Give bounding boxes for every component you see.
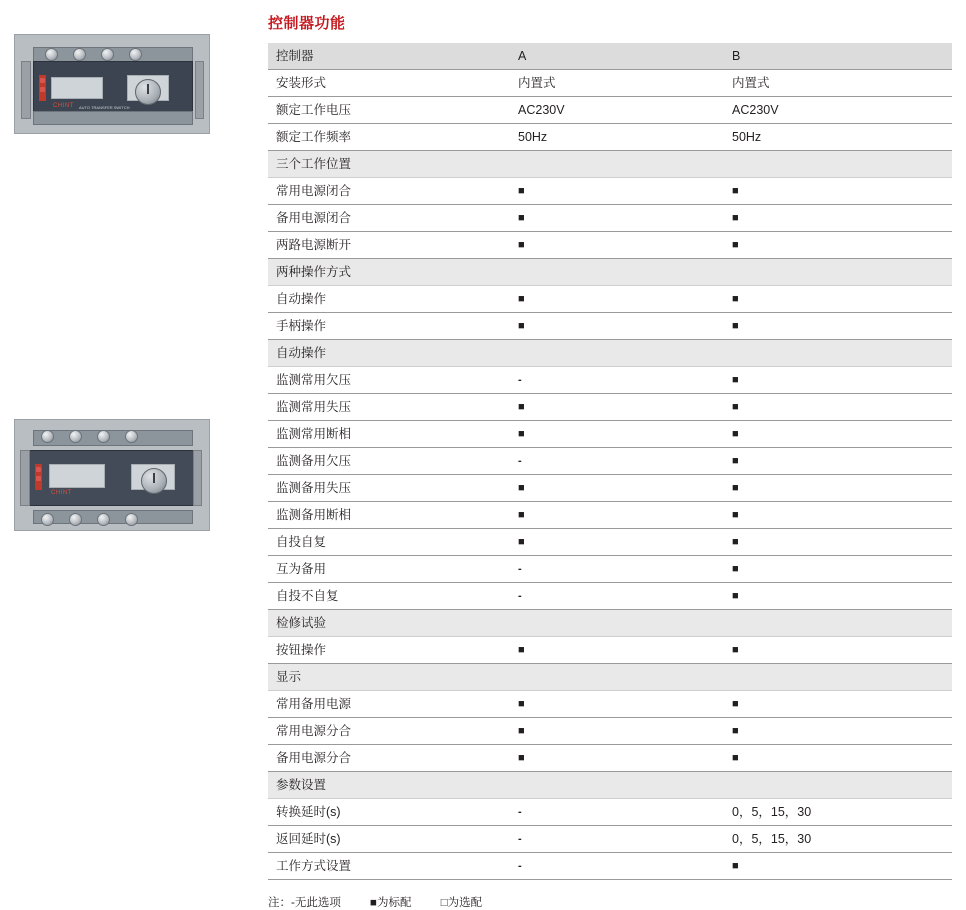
row-label: 三个工作位置 <box>268 151 510 178</box>
screw-icon <box>41 513 54 526</box>
row-value: 50Hz <box>724 124 952 151</box>
table-row <box>268 394 952 421</box>
row-value: - <box>510 826 724 853</box>
table-row <box>268 583 952 610</box>
row-value: ■ <box>724 718 952 745</box>
row-value: ■ <box>724 367 952 394</box>
table-header-cell: B <box>724 43 952 70</box>
row-label: 常用电源闭合 <box>268 178 510 205</box>
table-row <box>268 745 952 772</box>
footnote-part-3: □为选配 <box>440 897 483 909</box>
row-value: ■ <box>510 718 724 745</box>
table-row <box>268 367 952 394</box>
row-label: 返回延时(s) <box>268 826 510 853</box>
row-value: - <box>510 367 724 394</box>
photo2-bottom-bar <box>33 510 193 524</box>
row-value: - <box>510 853 724 880</box>
row-label: 两种操作方式 <box>268 259 510 286</box>
photo2-nameplate-text: Model: DC-250 In 250A AC400V AC230V 50Hz <box>51 466 81 481</box>
table-header-cell: 控制器 <box>268 43 510 70</box>
row-value: ■ <box>724 232 952 259</box>
row-value: ■ <box>510 691 724 718</box>
row-value: ■ <box>724 421 952 448</box>
row-value: 内置式 <box>510 70 724 97</box>
row-label: 自动操作 <box>268 286 510 313</box>
table-row <box>268 475 952 502</box>
indicator-led-icon <box>36 476 41 481</box>
row-label: 自投自复 <box>268 529 510 556</box>
table-row <box>268 97 952 124</box>
screw-icon <box>97 513 110 526</box>
table-row <box>268 556 952 583</box>
table-section-row <box>268 772 952 799</box>
row-value: ■ <box>510 475 724 502</box>
table-section-row <box>268 610 952 637</box>
row-label: 额定工作电压 <box>268 97 510 124</box>
row-label: 检修试验 <box>268 610 510 637</box>
row-label: 按钮操作 <box>268 637 510 664</box>
row-label: 自动操作 <box>268 340 510 367</box>
screw-icon <box>101 48 114 61</box>
row-label: 监测备用失压 <box>268 475 510 502</box>
photo1-footer-text: AUTO TRANSFER SWITCH <box>79 105 130 110</box>
row-value: ■ <box>510 232 724 259</box>
row-label: 安装形式 <box>268 70 510 97</box>
row-value: ■ <box>510 421 724 448</box>
row-value <box>510 151 724 178</box>
row-value: ■ <box>724 853 952 880</box>
row-label: 手柄操作 <box>268 313 510 340</box>
row-label: 监测常用失压 <box>268 394 510 421</box>
row-label: 显示 <box>268 664 510 691</box>
row-value: 0，5，15，30 <box>724 826 952 853</box>
photo1-rotary-dial <box>135 79 161 105</box>
row-value <box>724 664 952 691</box>
product-photo-2 <box>14 419 210 531</box>
row-label: 监测常用断相 <box>268 421 510 448</box>
row-value: ■ <box>510 394 724 421</box>
table-footnote <box>268 894 952 910</box>
row-value: ■ <box>724 313 952 340</box>
row-value: AC230V <box>510 97 724 124</box>
row-value <box>510 259 724 286</box>
row-value: 0，5，15，30 <box>724 799 952 826</box>
row-value: AC230V <box>724 97 952 124</box>
row-value: ■ <box>510 637 724 664</box>
row-value: ■ <box>510 286 724 313</box>
footnote-part-1: 注：-无此选项 <box>268 897 341 909</box>
table-row <box>268 502 952 529</box>
table-section-row <box>268 259 952 286</box>
table-section-row <box>268 340 952 367</box>
row-value <box>724 610 952 637</box>
row-label: 转换延时(s) <box>268 799 510 826</box>
row-value: ■ <box>724 556 952 583</box>
row-value <box>724 772 952 799</box>
row-value <box>510 664 724 691</box>
table-row <box>268 799 952 826</box>
photo1-mount-bracket <box>21 61 31 119</box>
brand-logo: CHINT <box>53 103 74 109</box>
screw-icon <box>129 48 142 61</box>
row-label: 备用电源分合 <box>268 745 510 772</box>
row-label: 监测常用欠压 <box>268 367 510 394</box>
indicator-led-icon <box>36 467 41 472</box>
row-value <box>724 259 952 286</box>
screw-icon <box>125 513 138 526</box>
table-row <box>268 232 952 259</box>
row-label: 额定工作频率 <box>268 124 510 151</box>
controller-function-table <box>268 43 952 880</box>
row-value: ■ <box>510 529 724 556</box>
screw-icon <box>41 430 54 443</box>
table-row <box>268 421 952 448</box>
screw-icon <box>125 430 138 443</box>
table-row <box>268 313 952 340</box>
table-row <box>268 124 952 151</box>
product-photo-1 <box>14 34 210 134</box>
screw-icon <box>45 48 58 61</box>
screw-icon <box>69 430 82 443</box>
indicator-led-icon <box>40 87 45 92</box>
row-value: ■ <box>724 205 952 232</box>
row-value: ■ <box>724 394 952 421</box>
row-value: ■ <box>724 475 952 502</box>
indicator-led-icon <box>40 78 45 83</box>
row-value: - <box>510 556 724 583</box>
photo1-nameplate-text: Model: DC-125 In 125A AC400V AC230V 50Hz <box>53 79 83 94</box>
photo2-terminal-bar <box>33 430 193 446</box>
row-label: 工作方式设置 <box>268 853 510 880</box>
row-label: 参数设置 <box>268 772 510 799</box>
row-value <box>510 772 724 799</box>
row-value: 50Hz <box>510 124 724 151</box>
table-row <box>268 691 952 718</box>
screw-icon <box>97 430 110 443</box>
row-value <box>510 340 724 367</box>
row-label: 常用电源分合 <box>268 718 510 745</box>
row-value: - <box>510 799 724 826</box>
table-row <box>268 70 952 97</box>
row-label: 监测备用断相 <box>268 502 510 529</box>
row-value <box>510 610 724 637</box>
table-row <box>268 178 952 205</box>
table-row <box>268 205 952 232</box>
table-row <box>268 826 952 853</box>
row-value: ■ <box>724 691 952 718</box>
spec-content <box>268 12 952 910</box>
photo1-bottom-bar <box>33 111 193 125</box>
row-value: ■ <box>724 583 952 610</box>
row-value: ■ <box>724 286 952 313</box>
table-row <box>268 718 952 745</box>
table-header-row <box>268 43 952 70</box>
row-label: 常用备用电源 <box>268 691 510 718</box>
brand-logo: CHINT <box>51 490 72 496</box>
row-value: ■ <box>724 178 952 205</box>
table-row <box>268 448 952 475</box>
photo2-mount-bracket <box>193 450 202 506</box>
table-row <box>268 286 952 313</box>
row-value: - <box>510 448 724 475</box>
product-image-column <box>14 34 244 531</box>
row-value: ■ <box>724 637 952 664</box>
photo1-mount-bracket <box>195 61 204 119</box>
row-value: ■ <box>724 502 952 529</box>
row-value <box>724 151 952 178</box>
row-value: ■ <box>510 502 724 529</box>
row-value: ■ <box>510 178 724 205</box>
footnote-part-2: ■为标配 <box>370 897 412 909</box>
row-value: - <box>510 583 724 610</box>
row-label: 自投不自复 <box>268 583 510 610</box>
screw-icon <box>69 513 82 526</box>
table-row <box>268 637 952 664</box>
row-value: ■ <box>510 313 724 340</box>
row-label: 备用电源闭合 <box>268 205 510 232</box>
screw-icon <box>73 48 86 61</box>
table-section-row <box>268 664 952 691</box>
table-row <box>268 529 952 556</box>
row-value: ■ <box>510 205 724 232</box>
row-value: ■ <box>724 448 952 475</box>
row-label: 监测备用欠压 <box>268 448 510 475</box>
row-label: 两路电源断开 <box>268 232 510 259</box>
photo2-mount-bracket <box>20 450 30 506</box>
row-value: 内置式 <box>724 70 952 97</box>
table-row <box>268 853 952 880</box>
row-value: ■ <box>510 745 724 772</box>
table-header-cell: A <box>510 43 724 70</box>
row-label: 互为备用 <box>268 556 510 583</box>
photo2-rotary-dial <box>141 468 167 494</box>
row-value <box>724 340 952 367</box>
page-title: 控制器功能 <box>268 15 346 32</box>
table-section-row <box>268 151 952 178</box>
row-value: ■ <box>724 529 952 556</box>
row-value: ■ <box>724 745 952 772</box>
